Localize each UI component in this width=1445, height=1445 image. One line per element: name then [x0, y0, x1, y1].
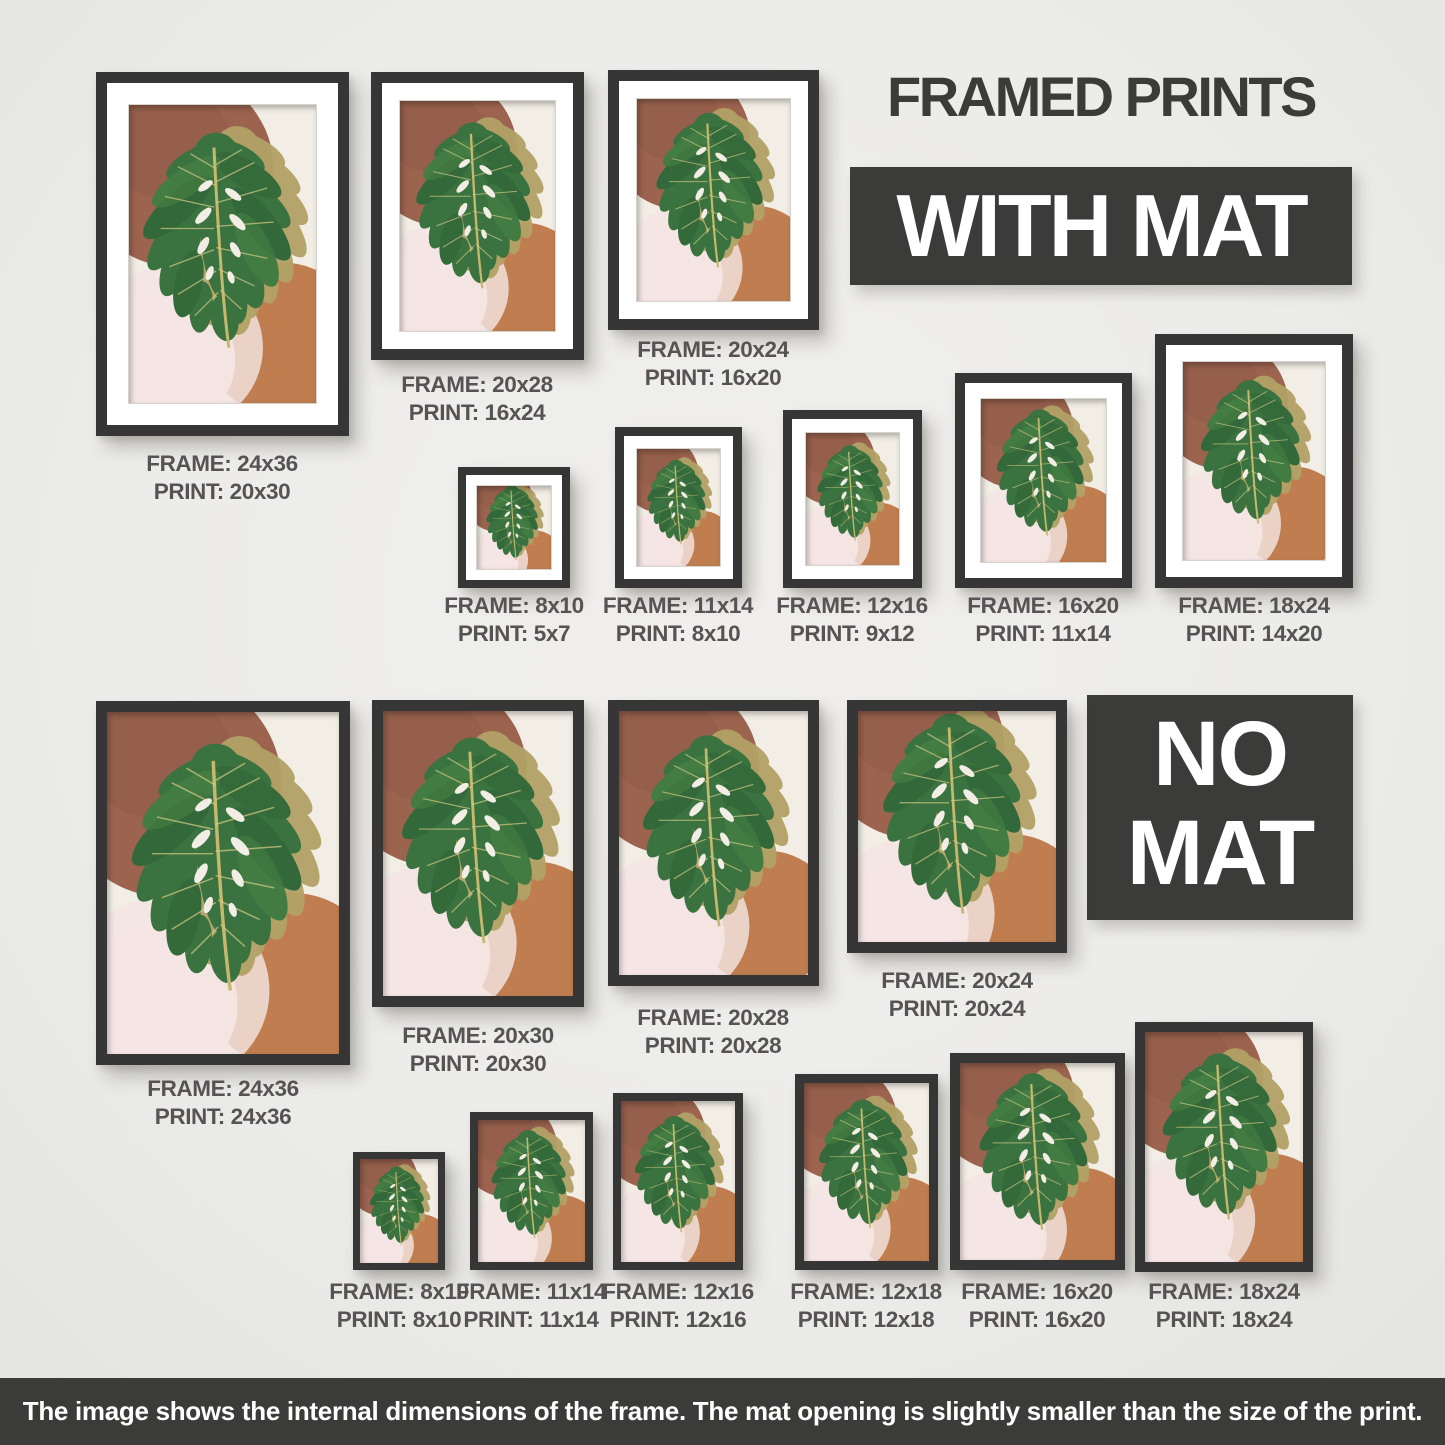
monstera-leaf-artwork [1145, 1032, 1303, 1262]
size-label-no-mat-24x36 [113, 1075, 333, 1130]
frame-dimension-text: FRAME: 12x16 [776, 593, 928, 618]
frame-dimension-text: FRAME: 11x14 [602, 593, 754, 618]
monstera-leaf-artwork [637, 449, 720, 566]
framed-print-no-mat-11x14 [470, 1112, 593, 1270]
frame-dimension-text: FRAME: 12x16 [602, 1279, 754, 1304]
with-mat-badge: WITH MAT [850, 167, 1352, 285]
monstera-leaf-artwork [806, 433, 899, 565]
size-label-no-mat-20x24 [847, 967, 1067, 1022]
frame-opening [478, 1120, 585, 1262]
frame-dimension-text: FRAME: 16x20 [961, 1279, 1113, 1304]
no-mat-badge-line1: NO [1153, 703, 1287, 805]
mat-opening [806, 433, 899, 565]
print-dimension-text: PRINT: 12x16 [609, 1306, 747, 1332]
frame-dimension-text: FRAME: 20x24 [637, 337, 789, 362]
framed-print-no-mat-8x10 [353, 1152, 445, 1270]
print-dimension-text: PRINT: 8x10 [615, 620, 741, 646]
monstera-leaf-artwork [360, 1159, 438, 1263]
frame-dimension-text: FRAME: 20x28 [637, 1005, 789, 1030]
frame-dimension-text: FRAME: 12x18 [790, 1279, 942, 1304]
monstera-leaf-artwork [637, 99, 790, 301]
monstera-leaf-artwork [804, 1083, 929, 1261]
monstera-leaf-artwork [129, 105, 316, 403]
print-dimension-text: PRINT: 8x10 [336, 1306, 462, 1332]
framed-print-no-mat-12x18 [795, 1074, 938, 1270]
page-title: FRAMED PRINTS [887, 65, 1315, 128]
print-dimension-text: PRINT: 16x20 [968, 1306, 1106, 1332]
print-dimension-text: PRINT: 11x14 [975, 620, 1111, 646]
print-dimension-text: PRINT: 20x30 [153, 478, 291, 504]
monstera-leaf-artwork [858, 711, 1056, 942]
frame-opening [107, 712, 339, 1054]
size-label-with-mat-20x28 [367, 371, 587, 426]
framed-print-with-mat-8x10 [458, 467, 570, 588]
frame-dimension-text: FRAME: 8x10 [444, 593, 584, 618]
print-dimension-text: PRINT: 11x14 [463, 1306, 599, 1332]
monstera-leaf-artwork [981, 399, 1106, 562]
monstera-leaf-artwork [960, 1063, 1115, 1260]
size-label-no-mat-20x30 [368, 1022, 588, 1077]
monstera-leaf-artwork [383, 711, 573, 996]
no-mat-badge [1087, 695, 1353, 920]
monstera-leaf-artwork [621, 1101, 735, 1262]
mat-opening [637, 449, 720, 566]
frame-opening [804, 1083, 929, 1261]
monstera-leaf-artwork [1183, 362, 1325, 560]
monstera-leaf-artwork [107, 712, 339, 1054]
frame-dimension-text: FRAME: 18x24 [1178, 593, 1330, 618]
frame-dimension-text: FRAME: 24x36 [146, 451, 298, 476]
print-dimension-text: PRINT: 9x12 [789, 620, 915, 646]
mat-opening [637, 99, 790, 301]
frame-dimension-text: FRAME: 16x20 [967, 593, 1119, 618]
frame-dimension-text: FRAME: 11x14 [455, 1279, 607, 1304]
framed-print-with-mat-20x28 [371, 72, 584, 360]
mat-opening [129, 105, 316, 403]
print-dimension-text: PRINT: 16x24 [408, 399, 546, 425]
print-dimension-text: PRINT: 12x18 [797, 1306, 935, 1332]
frame-opening [960, 1063, 1115, 1260]
print-dimension-text: PRINT: 20x30 [409, 1050, 547, 1076]
size-label-no-mat-18x24 [1114, 1278, 1334, 1333]
frame-dimension-text: FRAME: 20x28 [401, 372, 553, 397]
print-dimension-text: PRINT: 5x7 [457, 620, 571, 646]
size-label-with-mat-18x24 [1144, 592, 1364, 647]
frame-opening [360, 1159, 438, 1263]
frame-opening [619, 711, 808, 975]
print-dimension-text: PRINT: 20x24 [888, 995, 1026, 1021]
frame-opening [1145, 1032, 1303, 1262]
mat-opening [400, 101, 555, 331]
framed-print-no-mat-18x24 [1135, 1022, 1313, 1272]
footer-note: The image shows the internal dimensions of the frame. The mat opening is slightly smaller than the size of the print. [0, 1378, 1445, 1445]
mat-opening [981, 399, 1106, 562]
framed-print-no-mat-16x20 [950, 1053, 1125, 1270]
monstera-leaf-artwork [619, 711, 808, 975]
frame-dimension-text: FRAME: 8x10 [329, 1279, 469, 1304]
size-label-with-mat-20x24 [603, 336, 823, 391]
framed-print-with-mat-12x16 [783, 410, 922, 588]
no-mat-badge-line2: MAT [1126, 802, 1314, 904]
framed-print-with-mat-24x36 [96, 72, 349, 436]
size-label-no-mat-12x16 [568, 1278, 788, 1333]
frame-dimension-text: FRAME: 18x24 [1148, 1279, 1300, 1304]
print-dimension-text: PRINT: 14x20 [1185, 620, 1323, 646]
framed-print-with-mat-16x20 [955, 373, 1132, 588]
monstera-leaf-artwork [478, 1120, 585, 1262]
size-label-with-mat-12x16 [742, 592, 962, 647]
framed-print-with-mat-18x24 [1155, 334, 1353, 588]
framed-print-no-mat-12x16 [613, 1093, 743, 1270]
size-label-with-mat-16x20 [933, 592, 1153, 647]
size-label-no-mat-20x28 [603, 1004, 823, 1059]
framed-print-no-mat-20x24 [847, 700, 1067, 953]
framed-print-with-mat-11x14 [615, 427, 742, 588]
framed-print-no-mat-20x30 [372, 700, 584, 1007]
monstera-leaf-artwork [400, 101, 555, 331]
frame-opening [621, 1101, 735, 1262]
print-dimension-text: PRINT: 18x24 [1155, 1306, 1293, 1332]
monstera-leaf-artwork [477, 486, 551, 569]
framed-print-no-mat-24x36 [96, 701, 350, 1065]
framed-print-with-mat-20x24 [608, 70, 819, 330]
print-dimension-text: PRINT: 20x28 [644, 1032, 782, 1058]
size-label-with-mat-24x36 [112, 450, 332, 505]
mat-opening [1183, 362, 1325, 560]
print-dimension-text: PRINT: 16x20 [644, 364, 782, 390]
mat-opening [477, 486, 551, 569]
frame-dimension-text: FRAME: 20x24 [881, 968, 1033, 993]
frame-dimension-text: FRAME: 24x36 [147, 1076, 299, 1101]
frame-opening [383, 711, 573, 996]
frame-dimension-text: FRAME: 20x30 [402, 1023, 554, 1048]
framed-print-no-mat-20x28 [608, 700, 819, 986]
print-dimension-text: PRINT: 24x36 [154, 1103, 292, 1129]
frame-opening [858, 711, 1056, 942]
